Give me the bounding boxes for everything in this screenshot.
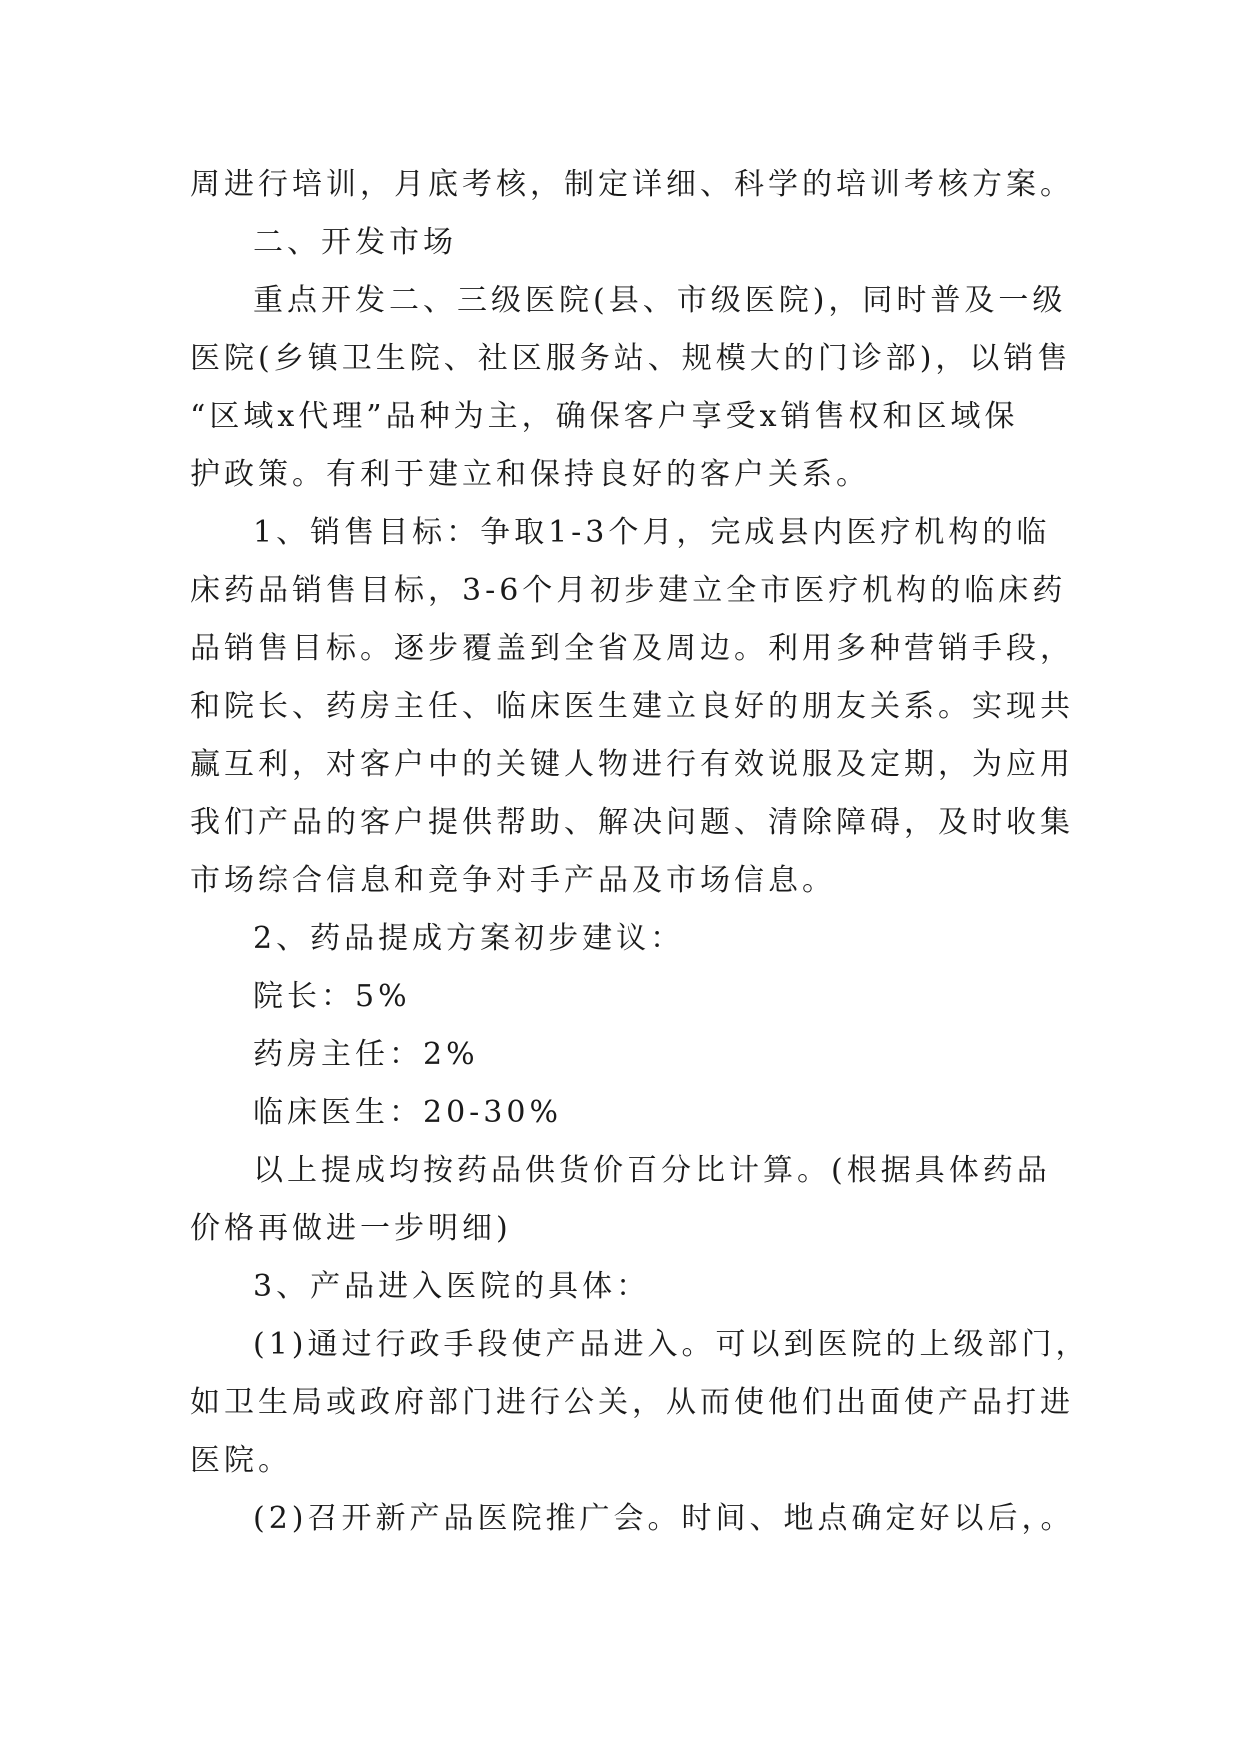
- text-line: 品销售目标。逐步覆盖到全省及周边。利用多种营销手段，: [190, 631, 1074, 666]
- text-line: 1、销售目标：争取1-3个月，完成县内医疗机构的临: [253, 515, 1051, 550]
- text-line: 和院长、药房主任、临床医生建立良好的朋友关系。实现共: [190, 689, 1074, 724]
- text-line: 护政策。有利于建立和保持良好的客户关系。: [190, 457, 870, 492]
- text-line: 如卫生局或政府部门进行公关，从而使他们出面使产品打进: [190, 1385, 1074, 1420]
- text-line: 价格再做进一步明细): [190, 1211, 512, 1246]
- text-line: 2、药品提成方案初步建议：: [253, 921, 685, 956]
- section-heading: 二、开发市场: [253, 225, 457, 260]
- text-line: 周进行培训，月底考核，制定详细、科学的培训考核方案。: [190, 167, 1074, 202]
- text-line: 重点开发二、三级医院(县、市级医院)，同时普及一级: [253, 283, 1067, 318]
- text-line: 赢互利，对客户中的关键人物进行有效说服及定期，为应用: [190, 747, 1074, 782]
- document-page: [190, 156, 1090, 1548]
- text-line: (1)通过行政手段使产品进入。可以到医院的上级部门，: [253, 1327, 1090, 1362]
- text-line: 临床医生：20-30%: [253, 1095, 562, 1130]
- text-line: 我们产品的客户提供帮助、解决问题、清除障碍，及时收集: [190, 805, 1074, 840]
- text-line: (2)召开新产品医院推广会。时间、地点确定好以后，。: [253, 1501, 1075, 1536]
- text-line: 药房主任：2%: [253, 1037, 479, 1072]
- text-line: 医院。: [190, 1443, 292, 1478]
- text-line: 市场综合信息和竞争对手产品及市场信息。: [190, 863, 836, 898]
- text-line: 以上提成均按药品供货价百分比计算。(根据具体药品: [253, 1153, 1051, 1188]
- text-line: 床药品销售目标，3-6个月初步建立全市医疗机构的临床药: [190, 573, 1067, 608]
- text-line: “区域x代理”品种为主，确保客户享受x销售权和区域保: [190, 399, 1019, 434]
- text-line: 医院(乡镇卫生院、社区服务站、规模大的门诊部)，以销售: [190, 341, 1072, 376]
- text-line: 3、产品进入医院的具体：: [253, 1269, 651, 1304]
- text-line: 院长：5%: [253, 979, 411, 1014]
